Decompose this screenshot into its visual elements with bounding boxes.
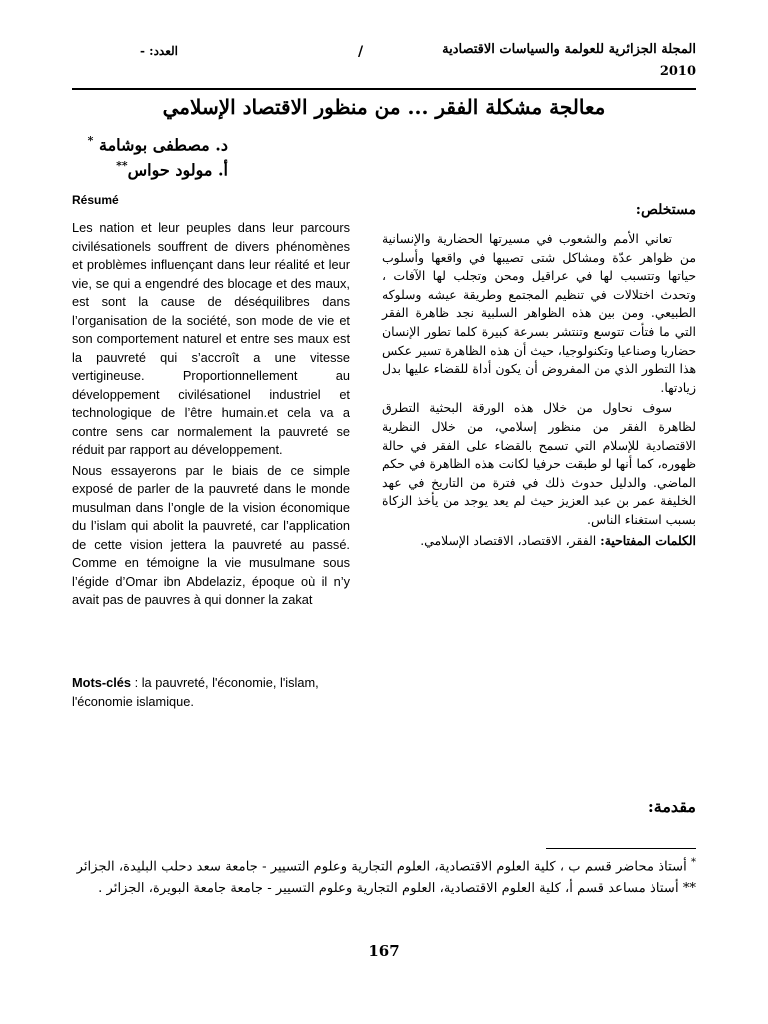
resume-keywords-text: : la pauvreté, l'économie, l'islam, l'économie islamique. (72, 675, 319, 709)
author-1-name: د. مصطفى بوشامة (99, 135, 228, 155)
resume-keywords (72, 673, 350, 711)
introduction-heading: مقدمة: (647, 797, 696, 816)
resume-heading: Résumé (72, 193, 119, 207)
abstract-keywords-label: الكلمات المفتاحية: (600, 532, 696, 548)
author-1-mark: * (87, 134, 94, 147)
abstract-keywords (382, 532, 696, 551)
abstract-paragraph: سوف نحاول من خلال هذه الورقة البحثية التطرق لظاهرة الفقر من منظور إسلامي، من خلال النظرية الاقتصادية للإسلام التي تسمح بالقضاء على الفقر في حالة ظهوره، كما أنها لو طبقت حرفيا لكانت هذه الظاهرة في حكم الماضي. والدليل حدوث ذلك في فترة من التاريخ في عهد الخليفة عمر بن عبد العزيز حيث لم يعد يوجد من يأخذ الزكاة بسبب استغناء الناس. (382, 400, 696, 527)
footnote-2-text: أستاذ مساعد قسم أ، كلية العلوم الاقتصادية، العلوم التجارية وعلوم التسيير - جامعة جامعة البويرة، الجزائر . (98, 881, 683, 897)
footnote-rule (546, 848, 696, 849)
resume-paragraph: Nous essayerons par le biais de ce simple exposé de parler de la pauvreté dans le monde musulman dans l’ongle de la vision économique du l’islam qui abolit la pauvreté, car l’application de cette vision jettera la pauvreté au passé. Comme en témoigne la vie musulmane sous l’égide d’Omar ibn Abdelaziz, époque où il n’y avait pas de pauvres à qui donner la zakat (72, 462, 350, 607)
abstract-body (382, 230, 696, 550)
footnote-1 (72, 853, 696, 877)
issue-number: العدد: - (139, 44, 178, 58)
author-1 (88, 134, 228, 154)
page-number: 167 (368, 942, 400, 960)
header-rule (72, 88, 696, 90)
author-2 (116, 159, 228, 179)
article-title: معالجة مشكلة الفقر ... من منظور الاقتصاد الإسلامي (162, 95, 606, 119)
abstract-keywords-text: الفقر، الاقتصاد، الاقتصاد الإسلامي. (420, 532, 601, 548)
footnote-1-text: أستاذ محاضر قسم ب ، كلية العلوم الاقتصادية، العلوم التجارية وعلوم التسيير - جامعة سعد دحلب البليدة، الجزائر (76, 859, 691, 875)
footnote-2 (72, 879, 696, 899)
resume-paragraph: Les nation et leur peuples dans leur parcours civilésationels souffrent de divers phénomènes et problèmes influençant dans leur réalité et leur vie, se qui a engendré des blocage et des maux, est sont la cause de déséquilibres dans l’organisation de la société, son mode de vie et son comportement naturel et entre ses maux est la pauvreté qui s’accroît a une vitesse vertigineuse. Proportionnellement au développement civilésationel industriel et technologique de l’être humain.et cela va a contre sens car normalement la pauvreté se réduit par rapport au développement. (72, 220, 350, 457)
abstract-heading: مستخلص: (635, 202, 696, 218)
author-2-name: أ. مولود حواس (127, 160, 228, 180)
resume-body (72, 219, 350, 612)
footnote-2-mark: ** (682, 881, 696, 897)
resume-keywords-label: Mots-clés (72, 675, 132, 690)
journal-name: المجلة الجزائرية للعولمة والسياسات الاقتصادية (442, 42, 696, 57)
header-separator: / (358, 44, 364, 60)
footnote-1-mark: * (691, 857, 696, 868)
journal-year: 2010 (659, 64, 696, 79)
author-2-mark: ** (116, 159, 128, 172)
footnotes (72, 853, 696, 901)
abstract-paragraph: تعاني الأمم والشعوب في مسيرتها الحضارية والإنسانية من ظواهر عدّة ومشاكل شتى تصيبها في واقعها وأسلوب حياتها وتتسبب لها في عراقيل ومحن وتجلب لها الآفات ، وتحدث اختلالات في تنظيم المجتمع وطريقة عيشه وسلوكه الطبيعي. ومن بين هذه الظواهر السلبية نجد ظاهرة الفقر التي ما فتأت تتوسع وتنتشر بسرعة كبيرة كلما تطور الإنسان حضاريا وصناعيا وتكنولوجيا، حيث أن هذه الظاهرة تسير عكس هذا التطور الذي من المفروض أن يكون أداة للقضاء عليها بدل زيادتها. (382, 231, 696, 395)
